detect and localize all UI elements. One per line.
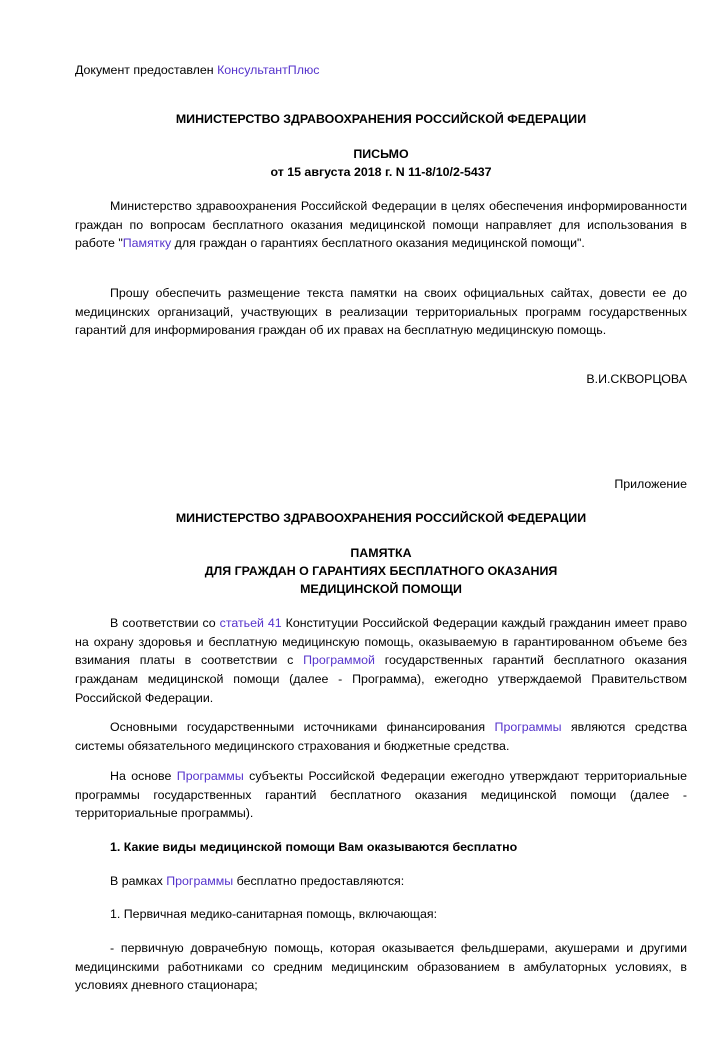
programmy-link-3[interactable]: Программы: [166, 874, 234, 888]
programmy-link-2[interactable]: Программы: [176, 769, 244, 783]
provided-by-text: Документ предоставлен: [75, 63, 218, 77]
programmy-link-1[interactable]: Программы: [494, 720, 562, 734]
letter-paragraph-1: Министерство здравоохранения Российской Федерации в целях обеспечения информированности граждан по вопросам бесплатного оказания медицинской помощи направляет для использования в работе "Памятку для граждан о гарантиях бесплатного оказания медицинской помощи".: [75, 199, 687, 251]
memo-paragraph-1: В соответствии со статьей 41 Конституции Российской Федерации каждый гражданин имеет право на охрану здоровья и бесплатную медицинскую помощь, оказываемую в гарантированном объеме без взимания платы в соответствии с Программой государственных гарантий бесплатного оказания гражданам медицинской помощи (далее - Программа), ежегодно утверждаемой Правительством Российской Федерации.: [75, 616, 687, 705]
letter-doc-type: ПИСЬМО: [353, 147, 409, 161]
appendix-label: Приложение: [614, 477, 687, 491]
provided-by-line: [75, 61, 687, 80]
appendix-ministry-heading: МИНИСТЕРСТВО ЗДРАВООХРАНЕНИЯ РОССИЙСКОЙ ФЕДЕРАЦИИ: [175, 511, 587, 525]
memo-paragraph-2: Основными государственными источниками финансирования Программы являются средства системы обязательного медицинского страхования и бюджетные средства.: [75, 720, 687, 753]
letter-paragraph-2: Прошу обеспечить размещение текста памятки на своих официальных сайтах, довести ее до медицинских организаций, участвующих в реализации территориальных программ государственных гарантий для информирования граждан об их правах на бесплатную медицинскую помощь.: [75, 286, 687, 338]
memo-paragraph-6: - первичную доврачебную помощь, которая оказывается фельдшерами, акушерами и другими медицинскими работниками со средним медицинским образованием в амбулаторных условиях, в условиях дневного стационара;: [75, 941, 687, 993]
consultantplus-link[interactable]: КонсультантПлюс: [217, 63, 320, 77]
signature: В.И.СКВОРЦОВА: [586, 372, 687, 386]
memo-paragraph-5: 1. Первичная медико-санитарная помощь, включающая:: [110, 907, 438, 921]
memo-title-line-1: ПАМЯТКА: [350, 546, 412, 560]
memo-paragraph-4: В рамках Программы бесплатно предоставляются:: [110, 874, 405, 888]
section-1-heading: 1. Какие виды медицинской помощи Вам оказываются бесплатно: [110, 840, 518, 854]
pamyatka-link[interactable]: Памятку: [122, 236, 172, 251]
letter-ministry-heading: МИНИСТЕРСТВО ЗДРАВООХРАНЕНИЯ РОССИЙСКОЙ ФЕДЕРАЦИИ: [175, 112, 587, 126]
article-41-link[interactable]: статьей 41: [219, 616, 282, 630]
letter-doc-number: от 15 августа 2018 г. N 11-8/10/2-5437: [270, 165, 492, 179]
memo-title-line-3: МЕДИЦИНСКОЙ ПОМОЩИ: [300, 582, 462, 596]
memo-title-line-2: ДЛЯ ГРАЖДАН О ГАРАНТИЯХ БЕСПЛАТНОГО ОКАЗАНИЯ: [204, 564, 558, 578]
memo-paragraph-3: На основе Программы субъекты Российской Федерации ежегодно утверждают территориальные программы государственных гарантий бесплатного оказания медицинской помощи (далее - территориальные программы).: [75, 769, 687, 821]
programmoy-link[interactable]: Программой: [303, 653, 375, 668]
